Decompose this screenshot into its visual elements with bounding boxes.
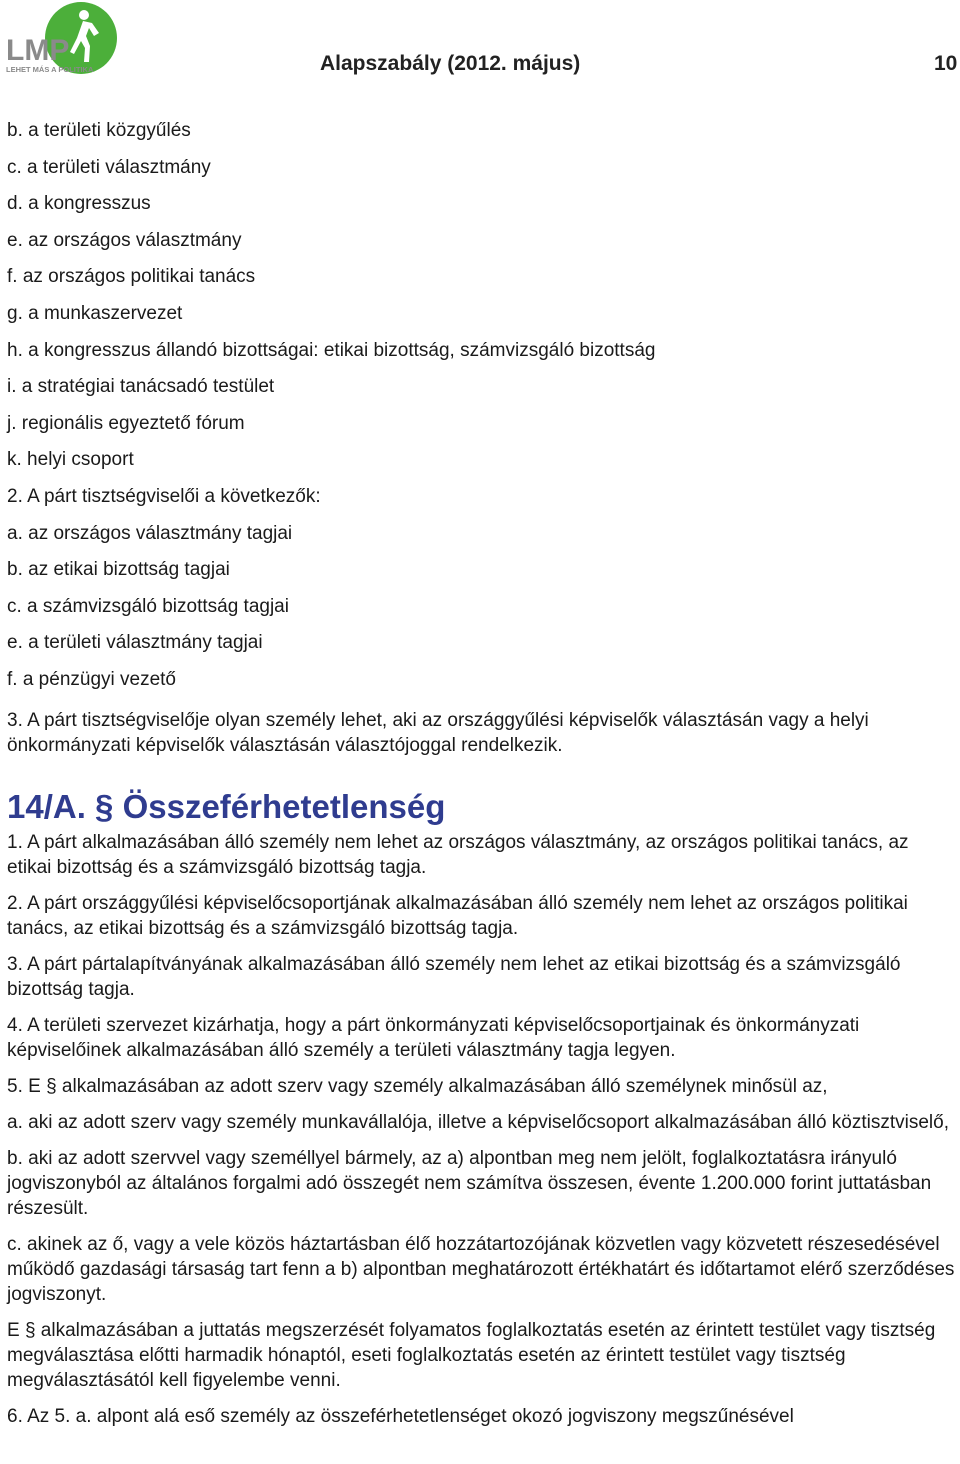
section-paragraph: E § alkalmazásában a juttatás megszerzését folyamatos foglalkoztatás esetén az érintett testület vagy tisztség megválasztása előtti harmadik hónaptól, eseti foglalkoztatás esetén az érintett testület vagy tisztség megválasztásától kell figyelembe venni. [7, 1319, 936, 1391]
organ-list [7, 113, 955, 699]
lmp-logo [4, 2, 122, 76]
section-paragraph: c. akinek az ő, vagy a vele közös háztartásban élő hozzátartozójának közvetlen vagy közvetett részesedésével működő gazdasági társaság tart fenn a b) alpontban meghatározott értékhatárt és időtartamot elérő szerződéses jogviszonyt. [7, 1233, 955, 1305]
list-item: c. a területi választmány [7, 156, 211, 178]
list-item: e. a területi választmány tagjai [7, 632, 263, 654]
section-paragraph: 6. Az 5. a. alpont alá eső személy az összeférhetetlenséget okozó jogviszony megszűnésével [7, 1405, 794, 1427]
section-paragraph: 3. A párt pártalapítványának alkalmazásában álló személy nem lehet az etikai bizottság és a számvizsgáló bizottság tagja. [7, 953, 901, 1000]
list-item: f. a pénzügyi vezető [7, 668, 176, 690]
list-item: i. a stratégiai tanácsadó testület [7, 376, 275, 398]
section-paragraph: 1. A párt alkalmazásában álló személy nem lehet az országos választmány, az országos politikai tanács, az etikai bizottság és a számvizsgáló bizottság tagja. [7, 831, 909, 878]
section-paragraph: 2. A párt országgyűlési képviselőcsoportjának alkalmazásában álló személy nem lehet az országos politikai tanács, az etikai bizottság és a számvizsgáló bizottság tagja. [7, 892, 908, 939]
section-paragraph: b. aki az adott szervvel vagy személlyel bármely, az a) alpontban meg nem jelölt, foglalkoztatásra irányuló jogviszonyból az általános forgalmi adó összegét nem számítva összesen, évente 1.200.000 forint juttatásban részesült. [7, 1147, 932, 1219]
list-item: f. az országos politikai tanács [7, 266, 256, 288]
list-item: k. helyi csoport [7, 449, 134, 471]
document-title: Alapszabály (2012. május) [320, 52, 581, 75]
section-paragraph: a. aki az adott szerv vagy személy munkavállalója, illetve a képviselőcsoport alkalmazásában álló köztisztviselő, [7, 1111, 949, 1133]
list-item: 2. A párt tisztségviselői a következők: [7, 485, 321, 507]
section-paragraph: 4. A területi szervezet kizárhatja, hogy a párt önkormányzati képviselőcsoportjainak és önkormányzati képviselőinek alkalmazásában álló személy a területi választmány tagja legyen. [7, 1014, 860, 1061]
list-item: a. az országos választmány tagjai [7, 522, 293, 544]
section-paragraphs [7, 830, 955, 1429]
list-item: c. a számvizsgáló bizottság tagjai [7, 595, 289, 617]
section-heading: 14/A. § Összeférhetetlenség [7, 787, 446, 825]
list-item: h. a kongresszus állandó bizottságai: etikai bizottság, számvizsgáló bizottság [7, 339, 656, 361]
list-item: b. az etikai bizottság tagjai [7, 559, 230, 581]
logo-wordmark: LMP [6, 34, 70, 67]
list-item: g. a munkaszervezet [7, 302, 183, 324]
paragraph-officer-eligibility: 3. A párt tisztségviselője olyan személy lehet, aki az országgyűlési képviselők választásán vagy a helyi önkormányzati képviselők választásán választójoggal rendelkezik. [7, 709, 869, 756]
logo-tagline: LEHET MÁS A POLITIKA [6, 65, 94, 74]
section-paragraph: 5. E § alkalmazásában az adott szerv vagy személy alkalmazásában álló személynek minősül az, [7, 1075, 828, 1097]
list-item: d. a kongresszus [7, 193, 151, 215]
lmp-logo-graphic [4, 2, 122, 76]
list-item: b. a területi közgyűlés [7, 120, 191, 141]
list-item: e. az országos választmány [7, 229, 242, 251]
page-number: 10 [934, 52, 958, 75]
page-body [7, 113, 955, 1440]
page-header [0, 0, 960, 100]
list-item: j. regionális egyeztető fórum [7, 412, 245, 434]
